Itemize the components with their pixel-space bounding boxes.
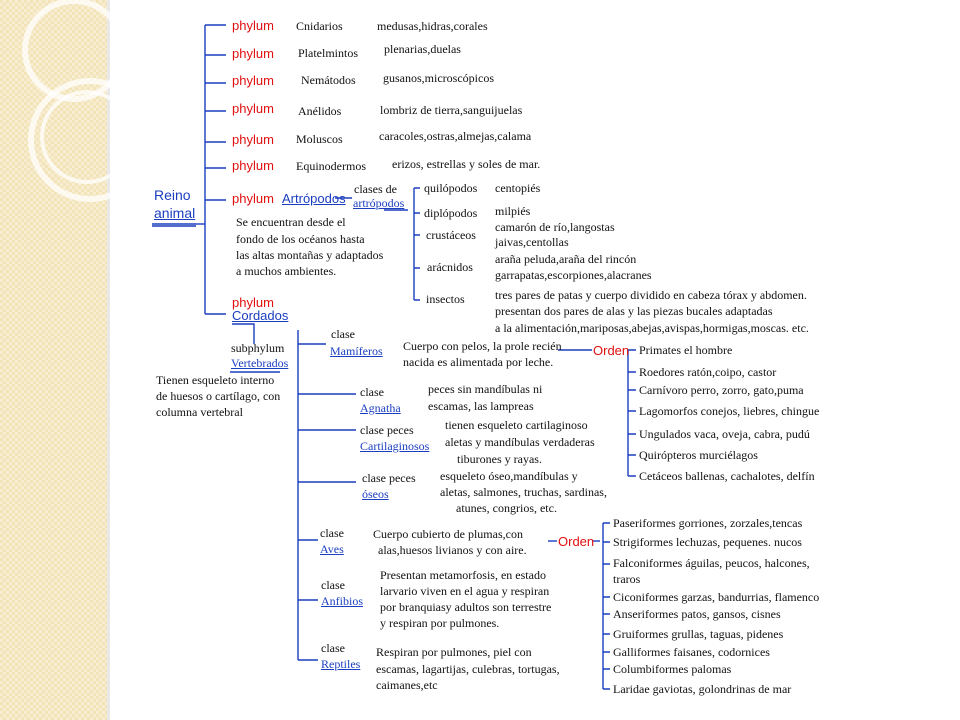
agnatha-link[interactable]: Agnatha xyxy=(360,401,401,415)
arthropod-class-examples: a la alimentación,mariposas,abejas,avispas,hormigas,moscas. etc. xyxy=(495,321,809,335)
chordates-description-line: Tienen esqueleto interno xyxy=(156,373,275,387)
phylum-name: Platelmintos xyxy=(298,46,358,60)
bird-order: Ciconiformes garzas, bandurrias, flamenco xyxy=(613,590,820,604)
phylum-name: Equinodermos xyxy=(296,159,366,173)
kingdom-label-word: animal xyxy=(154,205,196,221)
bird-order: traros xyxy=(613,572,641,586)
phylum-examples: caracoles,ostras,almejas,calama xyxy=(379,129,532,143)
phylum-label: phylum xyxy=(232,191,274,206)
class-label: clase xyxy=(331,327,355,341)
arthropod-class-examples: centopiés xyxy=(495,181,541,195)
phylum-examples: medusas,hidras,corales xyxy=(377,19,488,33)
mammal-order: Carnívoro perro, zorro, gato,puma xyxy=(639,383,804,397)
arthropod-class-examples: presentan dos pares de alas y las piezas bucales adaptadas xyxy=(495,304,773,318)
arthropod-class-examples: camarón de río,langostas xyxy=(495,220,615,234)
mammals-link[interactable]: Mamíferos xyxy=(330,344,383,358)
arthropod-class-examples: milpiés xyxy=(495,204,531,218)
arthropods-description-line: a muchos ambientes. xyxy=(236,264,337,278)
agnatha-description-line: escamas, las lampreas xyxy=(428,399,534,413)
bony-description-line: esqueleto óseo,mandíbulas y xyxy=(440,469,578,483)
amphibians-description-line: larvario viven en el agua y respiran xyxy=(380,584,550,598)
phylum-label: phylum xyxy=(232,101,274,116)
mammal-order: Ungulados vaca, oveja, cabra, pudú xyxy=(639,427,810,441)
vertebrates-link[interactable]: Vertebrados xyxy=(231,356,289,370)
class-label: clase peces xyxy=(362,471,416,485)
cartilaginous-description-line: aletas y mandíbulas verdaderas xyxy=(445,435,595,449)
class-label: clase peces xyxy=(360,423,414,437)
birds-description-line: Cuerpo cubierto de plumas,con xyxy=(373,527,523,541)
chordates-link[interactable]: Cordados xyxy=(232,308,289,323)
phylum-label: phylum xyxy=(232,158,274,173)
arthropod-classes-label: clases de xyxy=(354,182,397,196)
cartilaginous-link[interactable]: Cartilaginosos xyxy=(360,439,430,453)
arthropod-class: insectos xyxy=(426,292,465,306)
kingdom-label-word: Reino xyxy=(154,187,191,203)
phylum-label: phylum xyxy=(232,295,274,310)
amphibians-description-line: por branquiasy adultos son terrestre xyxy=(380,600,552,614)
phylum-name: Nemátodos xyxy=(301,73,356,87)
bird-order: Falconiformes águilas, peucos, halcones, xyxy=(613,556,810,570)
cartilaginous-description-line: tienen esqueleto cartilaginoso xyxy=(445,418,588,432)
arthropod-class-examples: tres pares de patas y cuerpo dividido en cabeza tórax y abdomen. xyxy=(495,288,807,302)
bird-orders-label: Orden xyxy=(558,534,595,549)
reptiles-description-line: caimanes,etc xyxy=(376,678,438,692)
bony-fish-link[interactable]: óseos xyxy=(362,487,389,501)
bird-order: Galliformes faisanes, codornices xyxy=(613,645,770,659)
amphibians-link[interactable]: Anfibios xyxy=(321,594,363,608)
arthropods-description-line: Se encuentran desde el xyxy=(236,215,346,229)
phylum-label: phylum xyxy=(232,18,274,33)
arthropod-class: arácnidos xyxy=(427,260,473,274)
class-label: clase xyxy=(360,385,384,399)
arthropod-class-examples: garrapatas,escorpiones,alacranes xyxy=(495,268,652,282)
mammal-order: Primates el hombre xyxy=(639,343,733,357)
phylum-label: phylum xyxy=(232,46,274,61)
bird-order: Laridae gaviotas, golondrinas de mar xyxy=(613,682,792,696)
chordates-description-line: de huesos o cartílago, con xyxy=(156,389,281,403)
kingdom-label xyxy=(154,186,195,222)
phylum-name: Cnidarios xyxy=(296,19,343,33)
arthropods-description-line: las altas montañas y adaptados xyxy=(236,248,384,262)
mammals-description-line: Cuerpo con pelos, la prole recién xyxy=(403,339,562,353)
reptiles-description-line: escamas, lagartijas, culebras, tortugas, xyxy=(376,662,560,676)
phylum-examples: erizos, estrellas y soles de mar. xyxy=(392,157,541,171)
class-label: clase xyxy=(321,578,345,592)
arthropod-class-examples: jaivas,centollas xyxy=(495,235,569,249)
arthropod-class-examples: araña peluda,araña del rincón xyxy=(495,252,637,266)
bird-order: Paseriformes gorriones, zorzales,tencas xyxy=(613,516,803,530)
arthropods-description-line: fondo de los océanos hasta xyxy=(236,232,365,246)
phylum-label: phylum xyxy=(232,73,274,88)
arthropods-link[interactable]: Artrópodos xyxy=(282,191,346,206)
class-label: clase xyxy=(321,641,345,655)
phylum-examples: gusanos,microscópicos xyxy=(383,71,494,85)
bird-order: Anseriformes patos, gansos, cisnes xyxy=(613,607,781,621)
agnatha-description-line: peces sin mandíbulas ni xyxy=(428,382,543,396)
arthropod-class: diplópodos xyxy=(424,206,478,220)
birds-link[interactable]: Aves xyxy=(320,542,344,556)
amphibians-description-line: y respiran por pulmones. xyxy=(380,616,500,630)
reptiles-description-line: Respiran por pulmones, piel con xyxy=(376,645,532,659)
mammal-order: Cetáceos ballenas, cachalotes, delfín xyxy=(639,469,815,483)
phylum-examples: plenarias,duelas xyxy=(384,42,461,56)
bony-description-line: aletas, salmones, truchas, sardinas, xyxy=(440,485,607,499)
bird-order: Columbiformes palomas xyxy=(613,662,732,676)
bird-order: Strigiformes lechuzas, pequenes. nucos xyxy=(613,535,802,549)
mammal-order: Roedores ratón,coipo, castor xyxy=(639,365,777,379)
cartilaginous-description-line: tiburones y rayas. xyxy=(457,452,542,466)
mammal-order: Lagomorfos conejos, liebres, chingue xyxy=(639,404,820,418)
arthropod-classes-link[interactable]: artrópodos xyxy=(353,196,405,210)
bird-order: Gruiformes grullas, taguas, pidenes xyxy=(613,627,784,641)
phylum-label: phylum xyxy=(232,132,274,147)
birds-description-line: alas,huesos livianos y con aire. xyxy=(378,543,527,557)
arthropod-class: crustáceos xyxy=(426,228,476,242)
mammal-order: Quirópteros murciélagos xyxy=(639,448,758,462)
phylum-name: Anélidos xyxy=(298,104,342,118)
reptiles-link[interactable]: Reptiles xyxy=(321,657,361,671)
phylum-examples: lombriz de tierra,sanguijuelas xyxy=(380,103,523,117)
subphylum-label: subphylum xyxy=(231,341,285,355)
class-label: clase xyxy=(320,526,344,540)
amphibians-description-line: Presentan metamorfosis, en estado xyxy=(380,568,546,582)
arthropod-class: quilópodos xyxy=(424,181,478,195)
mammal-orders-label: Orden xyxy=(593,343,630,358)
mammals-description-line: nacida es alimentada por leche. xyxy=(403,355,554,369)
phylum-name: Moluscos xyxy=(296,132,343,146)
bony-description-line: atunes, congrios, etc. xyxy=(456,501,557,515)
chordates-description-line: columna vertebral xyxy=(156,405,243,419)
